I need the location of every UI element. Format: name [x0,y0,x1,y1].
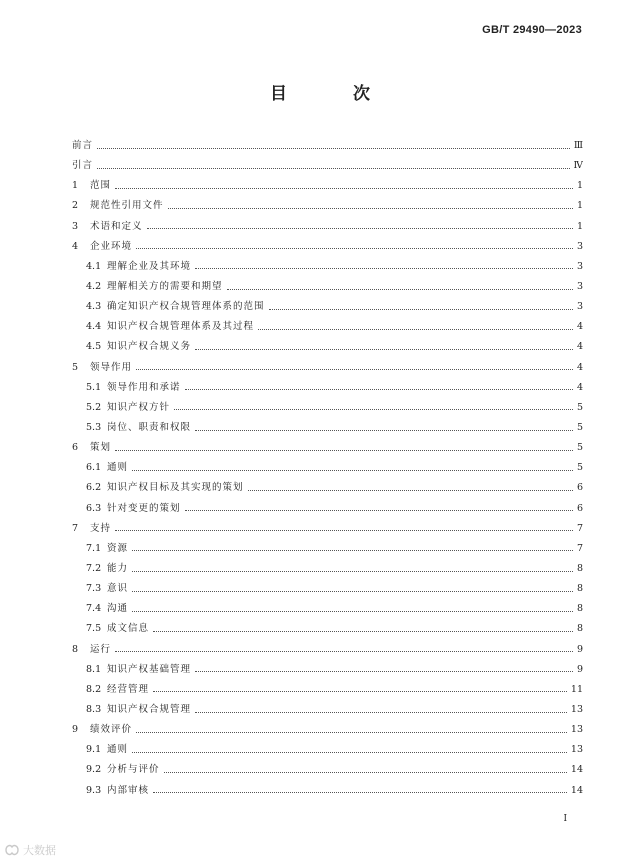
toc-entry[interactable] [72,458,583,478]
toc-entry-number: 4.3 [86,301,102,313]
toc-entry[interactable] [72,559,583,579]
toc-entry-number: 9.2 [86,764,102,776]
toc-entry-page: 1 [576,180,583,192]
toc-entry-page: 13 [570,703,583,715]
toc-entry[interactable] [72,337,583,357]
dot-leader [132,469,573,471]
toc-entry-page: 14 [570,764,583,776]
toc-entry-label: 知识产权合规义务 [107,341,192,353]
toc-entry-label: 针对变更的策划 [107,502,181,514]
toc-entry-number: 7 [72,522,79,534]
toc-entry-label: 资源 [107,542,129,554]
toc-entry-page: 3 [576,260,583,272]
dot-leader [115,650,573,652]
toc-entry-page: 4 [576,361,583,373]
toc-entry[interactable] [72,499,583,519]
toc-entry[interactable] [72,438,583,458]
toc-entry-page: 6 [576,482,583,494]
toc-entry-number: 5 [72,361,79,373]
toc-entry-label: 能力 [107,562,129,574]
toc-entry-page: 13 [570,744,583,756]
toc-entry-number: 4 [72,240,79,252]
toc-entry-number: 9.1 [86,744,102,756]
toc-entry-label: 内部审核 [107,784,150,796]
dot-leader [115,187,573,189]
toc-entry-number: 8.2 [86,683,102,695]
toc-entry[interactable] [72,297,583,317]
toc-entry-number: 8.1 [86,663,102,675]
toc-entry-number: 4.1 [86,260,102,272]
toc-entry[interactable] [72,680,583,700]
toc-entry-page: 5 [576,462,583,474]
page-title: 目 次 [270,84,400,104]
logo-icon [4,843,20,857]
toc-entry-label: 引言 [72,160,94,172]
dot-leader [136,731,567,733]
toc-entry[interactable] [72,640,583,660]
toc-entry-number: 6.2 [86,482,102,494]
toc-entry-page: 8 [576,562,583,574]
toc-entry[interactable] [72,317,583,337]
toc-entry[interactable] [72,418,583,438]
dot-leader [132,570,573,572]
toc-entry-page: 8 [576,623,583,635]
dot-leader [168,207,573,209]
dot-leader [269,308,573,310]
toc-entry-number: 8 [72,643,79,655]
toc-entry-number: 4.5 [86,341,102,353]
toc-entry-number: 2 [72,200,79,212]
toc-entry-number: 7.3 [86,583,102,595]
toc-entry-page: Ⅳ [573,160,583,172]
toc-entry-page: 3 [576,301,583,313]
dot-leader [195,429,573,431]
toc-entry-page: 5 [576,421,583,433]
dot-leader [195,348,573,350]
toc-entry-label: 策划 [90,442,112,454]
standard-code: GB/T 29490—2023 [482,24,582,36]
toc-entry[interactable] [72,196,583,216]
toc-entry[interactable] [72,539,583,559]
toc-entry-number: 9 [72,724,79,736]
toc-entry-page: 6 [576,502,583,514]
dot-leader [227,288,573,290]
dot-leader [164,771,567,773]
toc-entry-label: 经营管理 [107,683,150,695]
dot-leader [132,751,567,753]
toc-entry[interactable] [72,257,583,277]
dot-leader [97,167,569,169]
toc-entry-label: 确定知识产权合规管理体系的范围 [107,301,265,313]
dot-leader [132,590,573,592]
toc-entry-page: 7 [576,542,583,554]
toc-entry-page: 9 [576,643,583,655]
toc-entry-number: 4.4 [86,321,102,333]
dot-leader [174,408,573,410]
toc-entry-page: 13 [570,724,583,736]
toc-entry-number: 6.3 [86,502,102,514]
dot-leader [115,529,573,531]
toc-entry-label: 成文信息 [107,623,150,635]
toc-entry-number: 5.1 [86,381,102,393]
toc-entry[interactable] [72,760,583,780]
toc-entry[interactable] [72,237,583,257]
toc-entry-label: 规范性引用文件 [90,200,164,212]
toc-entry-page: 5 [576,401,583,413]
toc-entry[interactable] [72,136,583,156]
page-number: I [563,814,567,824]
dot-leader [115,449,573,451]
toc-entry-label: 知识产权合规管理 [107,703,192,715]
toc-entry-page: 7 [576,522,583,534]
dot-leader [195,711,567,713]
toc-entry-number: 9.3 [86,784,102,796]
toc-entry-page: 1 [576,200,583,212]
toc-entry-label: 术语和定义 [90,220,143,232]
toc-entry-number: 7.4 [86,603,102,615]
dot-leader [153,630,573,632]
dot-leader [97,147,570,149]
table-of-contents [72,136,583,801]
watermark-text: 大数据 [23,844,56,857]
toc-entry-number: 1 [72,180,79,192]
dot-leader [185,388,573,390]
toc-entry-label: 沟通 [107,603,129,615]
dot-leader [258,328,573,330]
dot-leader [248,489,573,491]
toc-entry-label: 运行 [90,643,112,655]
toc-entry-number: 8.3 [86,703,102,715]
toc-entry-page: 8 [576,583,583,595]
dot-leader [153,791,567,793]
dot-leader [153,690,567,692]
toc-entry-number: 6 [72,442,79,454]
toc-entry-number: 7.1 [86,542,102,554]
dot-leader [185,509,573,511]
dot-leader [136,368,573,370]
toc-entry-label: 知识产权基础管理 [107,663,192,675]
toc-entry[interactable] [72,378,583,398]
toc-entry-label: 理解企业及其环境 [107,260,192,272]
toc-entry-page: 8 [576,603,583,615]
toc-entry[interactable] [72,519,583,539]
toc-entry[interactable] [72,217,583,237]
toc-entry-page: Ⅲ [573,140,583,151]
dot-leader [132,549,573,551]
toc-entry-number: 5.3 [86,421,102,433]
toc-entry[interactable] [72,660,583,680]
toc-entry-page: 14 [570,784,583,796]
dot-leader [195,670,573,672]
toc-entry[interactable] [72,398,583,418]
toc-entry[interactable] [72,599,583,619]
toc-entry-label: 理解相关方的需要和期望 [107,280,223,292]
toc-entry[interactable] [72,358,583,378]
toc-entry[interactable] [72,156,583,176]
toc-entry-label: 前言 [72,140,94,151]
toc-entry[interactable] [72,781,583,801]
toc-entry-label: 通则 [107,462,129,474]
toc-entry-label: 绩效评价 [90,724,133,736]
toc-entry-page: 5 [576,442,583,454]
toc-entry[interactable] [72,740,583,760]
toc-entry-label: 领导作用和承诺 [107,381,181,393]
toc-entry[interactable] [72,176,583,196]
toc-entry-page: 9 [576,663,583,675]
dot-leader [136,247,573,249]
toc-entry-label: 企业环境 [90,240,133,252]
toc-entry-label: 领导作用 [90,361,133,373]
toc-entry-page: 1 [576,220,583,232]
toc-entry-page: 4 [576,341,583,353]
toc-entry-number: 5.2 [86,401,102,413]
toc-entry-number: 7.2 [86,562,102,574]
toc-entry-page: 3 [576,240,583,252]
toc-entry-label: 知识产权方针 [107,401,171,413]
toc-entry[interactable] [72,700,583,720]
toc-entry-number: 3 [72,220,79,232]
dot-leader [132,610,573,612]
toc-entry-label: 支持 [90,522,112,534]
toc-entry[interactable] [72,579,583,599]
toc-entry-label: 知识产权目标及其实现的策划 [107,482,244,494]
toc-entry-label: 分析与评价 [107,764,160,776]
toc-entry-label: 范围 [90,180,112,192]
toc-entry-page: 4 [576,321,583,333]
toc-entry-page: 11 [570,683,583,695]
toc-entry-label: 意识 [107,583,129,595]
toc-entry-number: 6.1 [86,462,102,474]
toc-entry-label: 岗位、职责和权限 [107,421,192,433]
toc-entry[interactable] [72,720,583,740]
toc-entry-page: 4 [576,381,583,393]
toc-entry-label: 通则 [107,744,129,756]
toc-entry[interactable] [72,619,583,639]
dot-leader [195,267,573,269]
toc-entry-number: 4.2 [86,280,102,292]
dot-leader [147,227,573,229]
toc-entry-label: 知识产权合规管理体系及其过程 [107,321,255,333]
toc-entry-number: 7.5 [86,623,102,635]
toc-entry[interactable] [72,478,583,498]
toc-entry-page: 3 [576,280,583,292]
toc-entry[interactable] [72,277,583,297]
watermark [4,842,56,858]
